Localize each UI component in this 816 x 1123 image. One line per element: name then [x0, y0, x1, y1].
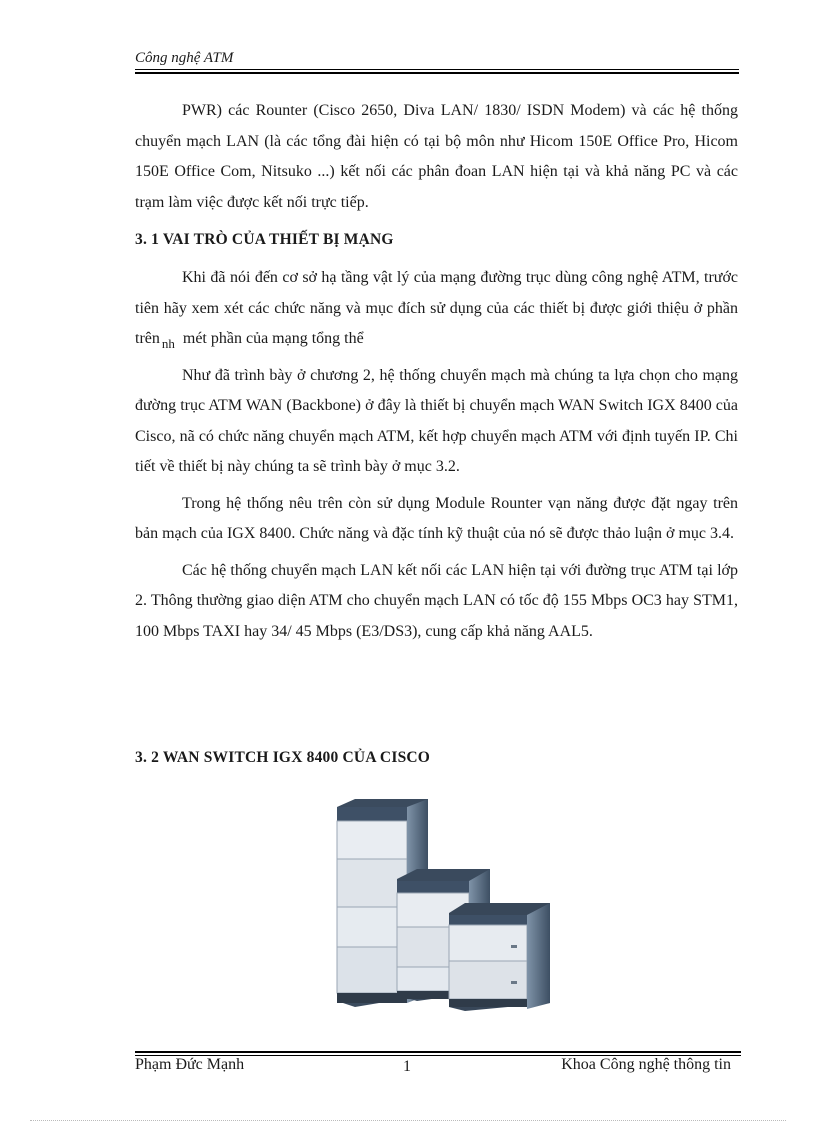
page-edge-divider: [30, 1120, 786, 1121]
small-cabinet: [449, 903, 550, 1011]
heading-3-2: 3. 2 WAN SWITCH IGX 8400 CỦA CISCO: [135, 749, 431, 766]
paragraph-5: Các hệ thống chuyển mạch LAN kết nối các LAN hiện tại với đường trục ATM tại lớp 2. Thông thường giao diện ATM cho chuyển mạch LAN có tốc độ 155 Mbps OC3 hay STM1, 100 Mbps TAXI hay 34/ 45 Mbps (E3/DS3), cung cấp khả năng AAL5.: [135, 561, 738, 640]
running-header: Công nghệ ATM: [135, 50, 234, 66]
paragraph-1: PWR) các Rounter (Cisco 2650, Diva LAN/ 1830/ ISDN Modem) và các hệ thống chuyển mạch LAN (là các tổng đài hiện có tại bộ môn như Hicom 150E Office Pro, Hicom 150E Office Com, Nitsuko ...) kết nối các phân đoan LAN hiện tại và khả năng PC và các trạm làm việc được kết nối trực tiếp.: [135, 102, 738, 211]
heading-3-1: 3. 1 VAI TRÒ CỦA THIẾT BỊ MẠNG: [135, 231, 394, 248]
paragraph-2: [135, 263, 738, 355]
paragraph-2-subscript: nh: [161, 336, 175, 351]
cisco-igx-8400-switch-cabinets-icon: [325, 795, 560, 1020]
paragraph-2-tail: mét phần của mạng tổng thể: [182, 330, 364, 347]
section-3-1-body: [135, 263, 738, 647]
paragraph-intro-block: [135, 96, 738, 218]
footer-author: Phạm Đức Mạnh: [135, 1056, 245, 1073]
footer-department: Khoa Công nghệ thông tin: [561, 1056, 731, 1073]
header-rule-thick: [135, 72, 739, 74]
footer-rule-thick: [135, 1051, 741, 1053]
paragraph-3: Như đã trình bày ở chương 2, hệ thống chuyển mạch mà chúng ta lựa chọn cho mạng đường trục ATM WAN (Backbone) ở đây là thiết bị chuyển mạch WAN Switch IGX 8400 của Cisco, nã có chức năng chuyển mạch ATM, kết hợp chuyển mạch ATM với định tuyến IP. Chi tiết về thiết bị này chúng ta sẽ trình bày ở mục 3.2.: [135, 366, 738, 475]
page-number: 1: [403, 1058, 411, 1075]
header-rule-thin: [135, 69, 739, 70]
cabinet-illustration: [325, 795, 560, 1020]
paragraph-2-text: Khi đã nói đến cơ sở hạ tầng vật lý của mạng đường trục dùng công nghệ ATM, trước tiên hãy xem xét các chức năng và mục đích sử dụng của các thiết bị được giới thiệu ở phần trên: [135, 269, 738, 347]
paragraph-4: Trong hệ thống nêu trên còn sử dụng Module Rounter vạn năng được đặt ngay trên bản mạch của IGX 8400. Chức năng và đặc tính kỹ thuật của nó sẽ được thảo luận ở mục 3.4.: [135, 494, 738, 542]
